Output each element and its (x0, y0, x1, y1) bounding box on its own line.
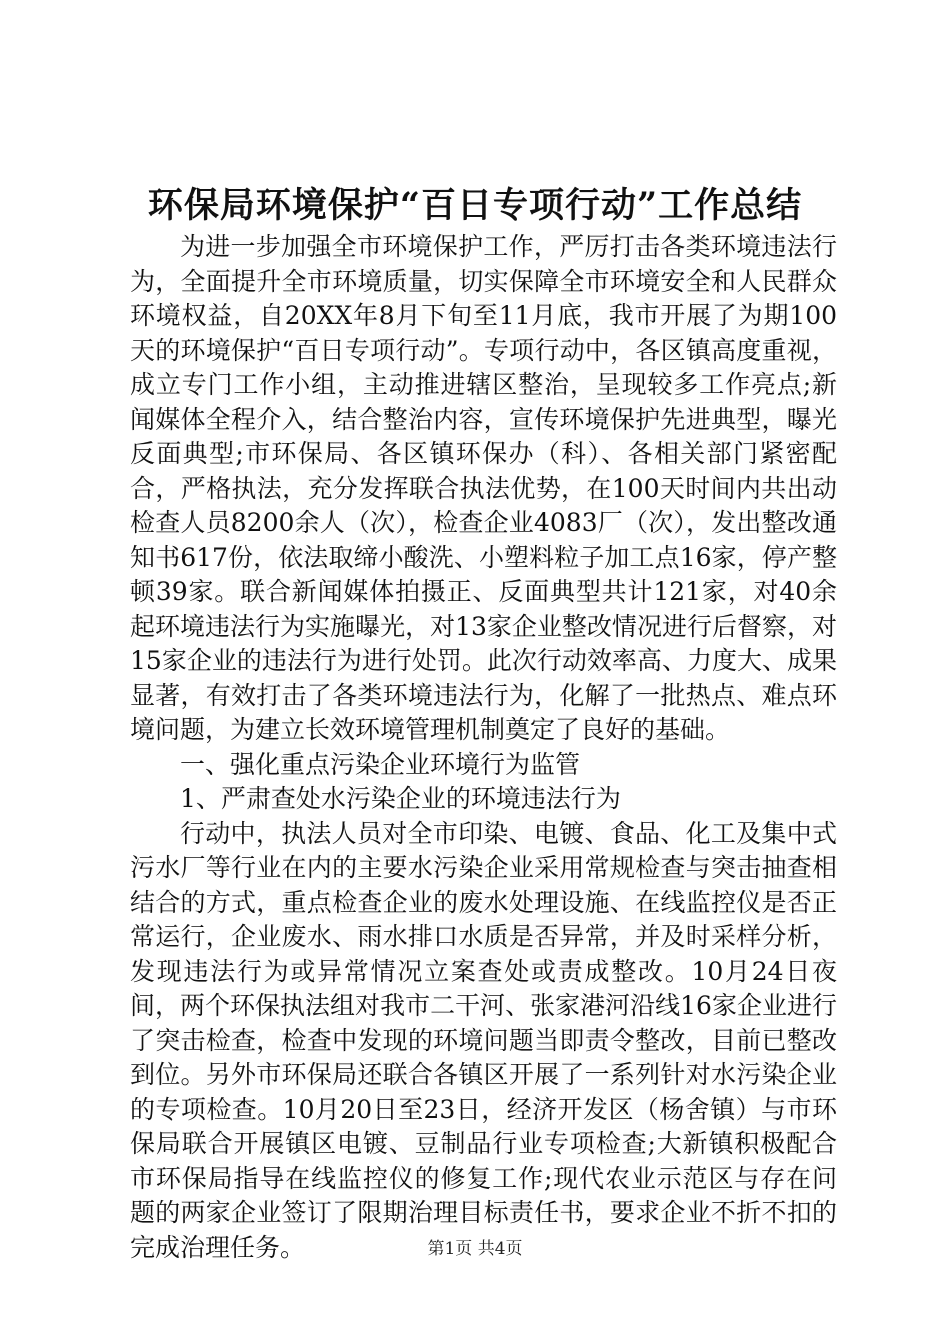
subsection-heading: 1、严肃查处水污染企业的环境违法行为 (180, 784, 621, 813)
document-title: 环保局环境保护“百日专项行动”工作总结 (147, 185, 803, 226)
document-body (130, 230, 837, 1265)
paragraph-water-pollution: 行动中，执法人员对全市印染、电镀、食品、化工及集中式污水厂等行业在内的主要水污染企业采用常规检查与突击抽查相结合的方式，重点检查企业的废水处理设施、在线监控仪是否正常运行，企业废水、雨水排口水质是否异常，并及时采样分析，发现违法行为或异常情况立案查处或责成整改。10月24日夜间，两个环保执法组对我市二干河、张家港河沿线16家企业进行了突击检查，检查中发现的环境问题当即责令整改，目前已整改到位。另外市环保局还联合各镇区开展了一系列针对水污染企业的专项检查。10月20日至23日，经济开发区（杨舍镇）与市环保局联合开展镇区电镀、豆制品行业专项检查;大新镇积极配合市环保局指导在线监控仪的修复工作;现代农业示范区与存在问题的两家企业签订了限期治理目标责任书，要求企业不折不扣的完成治理任务。 (130, 818, 837, 1262)
section-heading: 一、强化重点污染企业环境行为监管 (180, 749, 581, 779)
page-footer: 第1页 共4页 (427, 1239, 523, 1259)
paragraph-intro: 为进一步加强全市环境保护工作，严厉打击各类环境违法行为，全面提升全市环境质量，切实保障全市环境安全和人民群众环境权益，自20XX年8月下旬至11月底，我市开展了为期100天的环境保护“百日专项行动”。专项行动中，各区镇高度重视，成立专门工作小组，主动推进辖区整治，呈现较多工作亮点;新闻媒体全程介入，结合整治内容，宣传环境保护先进典型，曝光反面典型;市环保局、各区镇环保办（科）、各相关部门紧密配合，严格执法，充分发挥联合执法优势，在100天时间内共出动检查人员8200余人（次），检查企业4083厂（次），发出整改通知书617份，依法取缔小酸洗、小塑料粒子加工点16家，停产整顿39家。联合新闻媒体拍摄正、反面典型共计121家，对40余起环境违法行为实施曝光，对13家企业整改情况进行后督察，对15家企业的违法行为进行处罚。此次行动效率高、力度大、成果显著，有效打击了各类环境违法行为，化解了一批热点、难点环境问题，为建立长效环境管理机制奠定了良好的基础。 (130, 232, 837, 744)
